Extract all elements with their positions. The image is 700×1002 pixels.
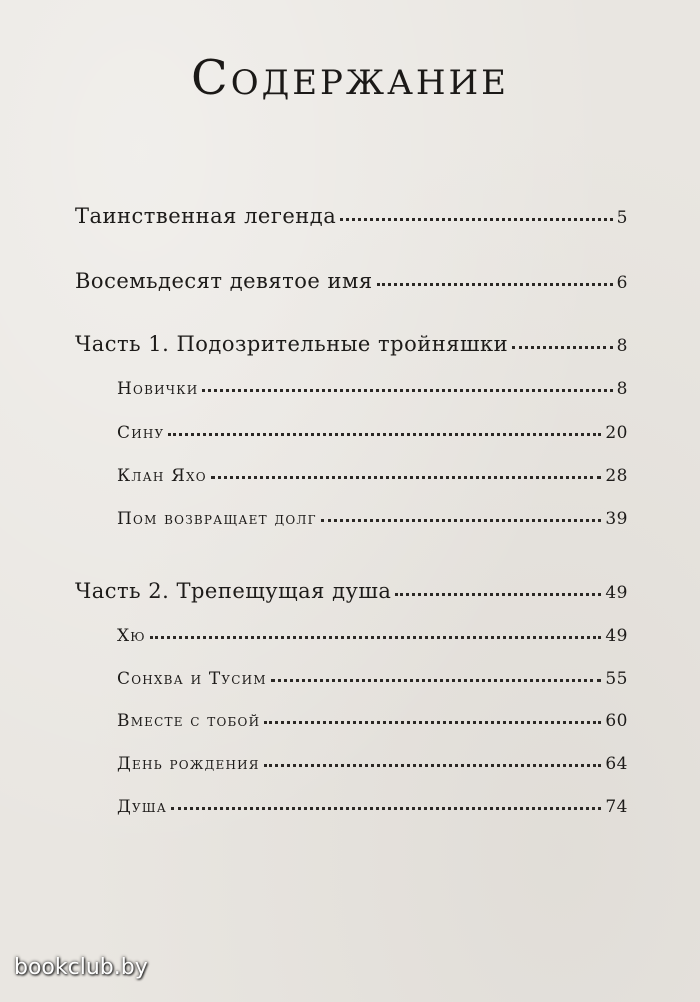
toc-subentry — [117, 754, 628, 774]
toc-entry-page: 55 — [605, 669, 628, 689]
toc-entry-label: Хю — [117, 626, 146, 646]
toc-entry-page: 28 — [605, 466, 628, 486]
page-title: Содержание — [190, 50, 509, 106]
toc-subentry — [117, 423, 628, 443]
toc-entry-label: Душа — [117, 797, 168, 817]
toc-entry-page: 49 — [605, 583, 628, 603]
toc-subentry — [117, 797, 628, 817]
toc-entry-label: Часть 2. Трепещущая душа — [75, 579, 392, 603]
toc-entry-page: 39 — [605, 509, 628, 529]
toc-entry-label: День рождения — [117, 754, 260, 774]
toc-subentry — [117, 509, 628, 529]
toc-entry — [75, 269, 628, 293]
dot-leader — [168, 429, 601, 436]
toc-entry-label: Восемьдесят девятое имя — [75, 269, 373, 293]
toc-part-heading — [75, 332, 628, 356]
toc-entry-label: Часть 1. Подозрительные тройняшки — [75, 332, 509, 356]
dot-leader — [321, 515, 602, 522]
toc-part-heading — [75, 579, 628, 603]
dot-leader — [271, 675, 602, 682]
toc-entry-label: Таинственная легенда — [75, 204, 337, 228]
dot-leader — [395, 589, 601, 596]
toc-entry-page: 8 — [616, 336, 628, 356]
toc-entry-label: Сонхва и Тусим — [117, 669, 267, 689]
toc-subentry — [117, 379, 628, 399]
toc-entry-page: 20 — [605, 423, 628, 443]
dot-leader — [340, 214, 612, 221]
toc-entry-page: 64 — [605, 754, 628, 774]
toc-entry-page: 8 — [616, 379, 628, 399]
toc-entry — [75, 204, 628, 228]
dot-leader — [264, 717, 601, 724]
toc-entry-page: 74 — [605, 797, 628, 817]
toc-entry-page: 60 — [605, 711, 628, 731]
dot-leader — [211, 472, 602, 479]
dot-leader — [150, 632, 602, 639]
toc-subentry — [117, 626, 628, 646]
toc-entry-page: 49 — [605, 626, 628, 646]
toc-entry-label: Сину — [117, 423, 165, 443]
dot-leader — [512, 342, 613, 349]
toc-entry-label: Новички — [117, 379, 199, 399]
toc-subentry — [117, 466, 628, 486]
dot-leader — [264, 760, 602, 767]
toc-entry-label: Пом возвращает долг — [117, 509, 317, 529]
toc-entry-page: 5 — [616, 208, 628, 228]
site-watermark: bookclub.by — [14, 955, 148, 980]
toc-entry-label: Вместе с тобой — [117, 711, 261, 731]
toc-entry-label: Клан Яхо — [117, 466, 207, 486]
toc-entry-page: 6 — [616, 273, 628, 293]
dot-leader — [377, 279, 613, 286]
dot-leader — [202, 385, 612, 392]
toc-subentry — [117, 711, 628, 731]
toc-subentry — [117, 669, 628, 689]
dot-leader — [171, 803, 601, 810]
